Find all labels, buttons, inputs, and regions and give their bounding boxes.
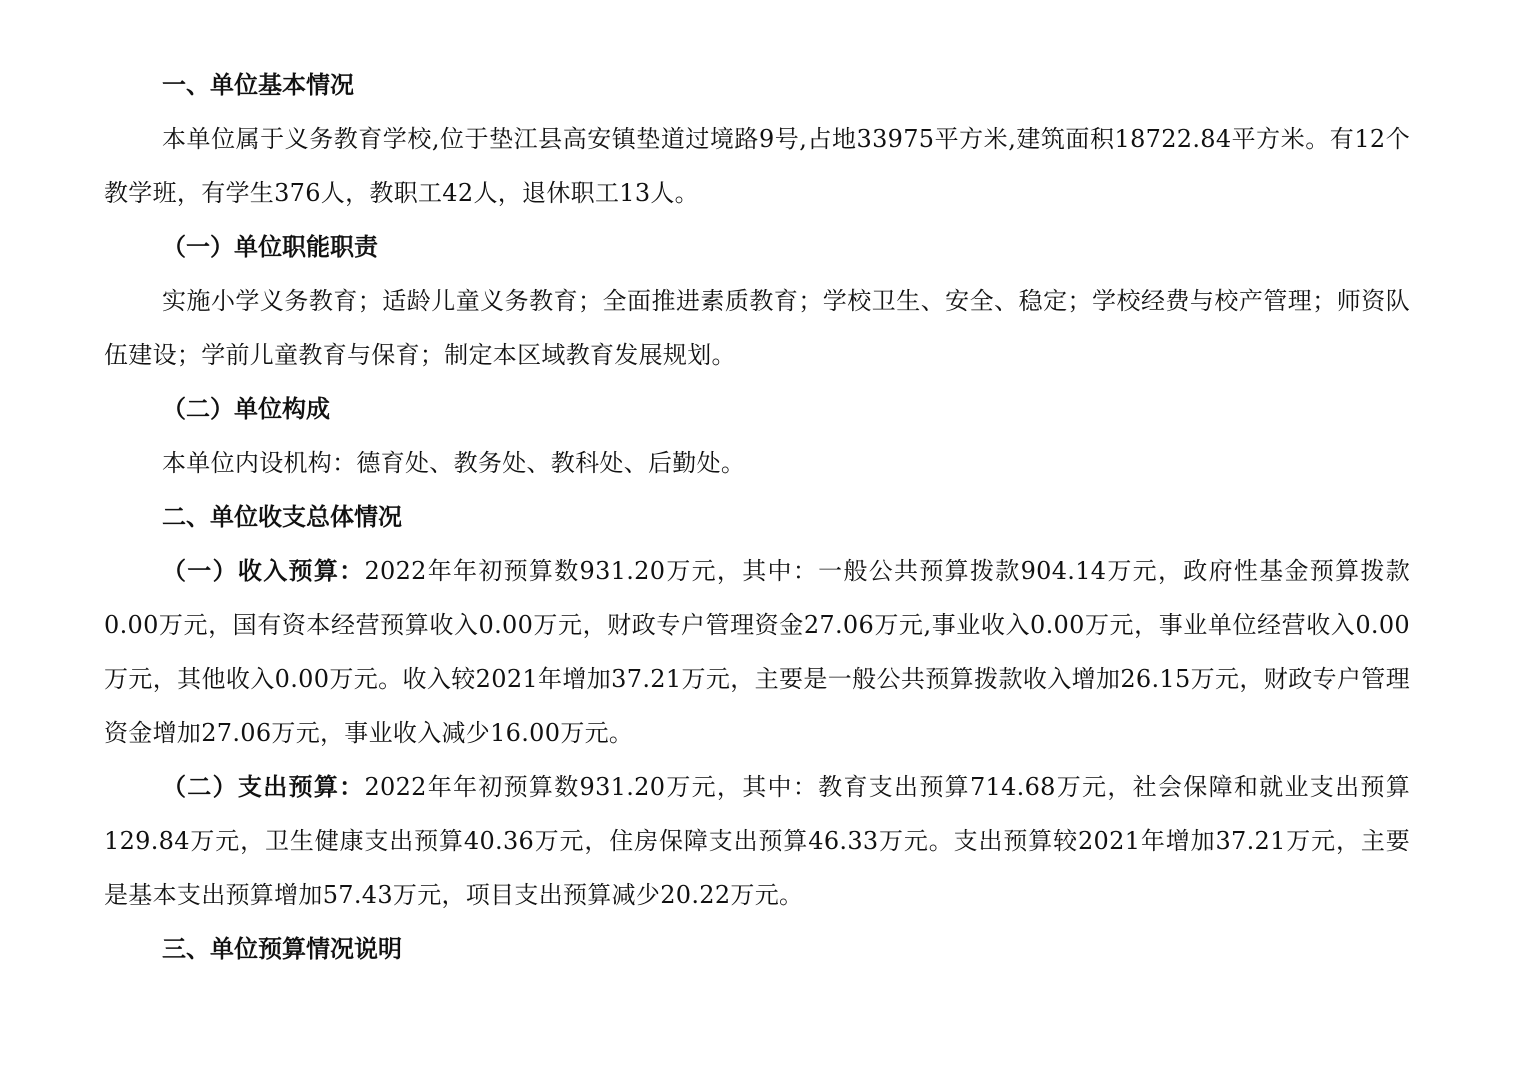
document-page [104, 58, 1410, 976]
section-heading-budget-explanation: 三、单位预算情况说明 [162, 935, 402, 963]
section-heading-basic-info: 一、单位基本情况 [162, 71, 354, 99]
paragraph-expense-budget [104, 760, 1410, 922]
income-budget-text: 2022年年初预算数931.20万元，其中：一般公共预算拨款904.14万元，政府性基金预算拨款0.00万元，国有资本经营预算收入0.00万元，财政专户管理资金27.06万元,事业收入0.00万元，事业单位经营收入0.00万元，其他收入0.00万元。收入较2021年增加37.21万元，主要是一般公共预算拨款收入增加26.15万元，财政专户管理资金增加27.06万元，事业收入减少16.00万元。 [104, 557, 1410, 747]
expense-budget-lead: （二）支出预算： [162, 773, 365, 801]
subsection-heading-functions: （一）单位职能职责 [162, 233, 378, 261]
subsection-heading-composition: （二）单位构成 [162, 395, 330, 423]
paragraph-income-budget [104, 544, 1410, 760]
paragraph-basic-info: 本单位属于义务教育学校,位于垫江县高安镇垫道过境路9号,占地33975平方米,建筑面积18722.84平方米。有12个教学班，有学生376人，教职工42人，退休职工13人。 [104, 125, 1410, 207]
section-heading-budget-overview: 二、单位收支总体情况 [162, 503, 402, 531]
income-budget-lead: （一）收入预算： [162, 557, 365, 585]
paragraph-composition: 本单位内设机构：德育处、教务处、教科处、后勤处。 [162, 449, 746, 477]
paragraph-functions: 实施小学义务教育；适龄儿童义务教育；全面推进素质教育；学校卫生、安全、稳定；学校经费与校产管理；师资队伍建设；学前儿童教育与保育；制定本区域教育发展规划。 [104, 287, 1410, 369]
expense-budget-text: 2022年年初预算数931.20万元，其中：教育支出预算714.68万元，社会保障和就业支出预算129.84万元，卫生健康支出预算40.36万元，住房保障支出预算46.33万元。支出预算较2021年增加37.21万元，主要是基本支出预算增加57.43万元，项目支出预算减少20.22万元。 [104, 773, 1410, 909]
